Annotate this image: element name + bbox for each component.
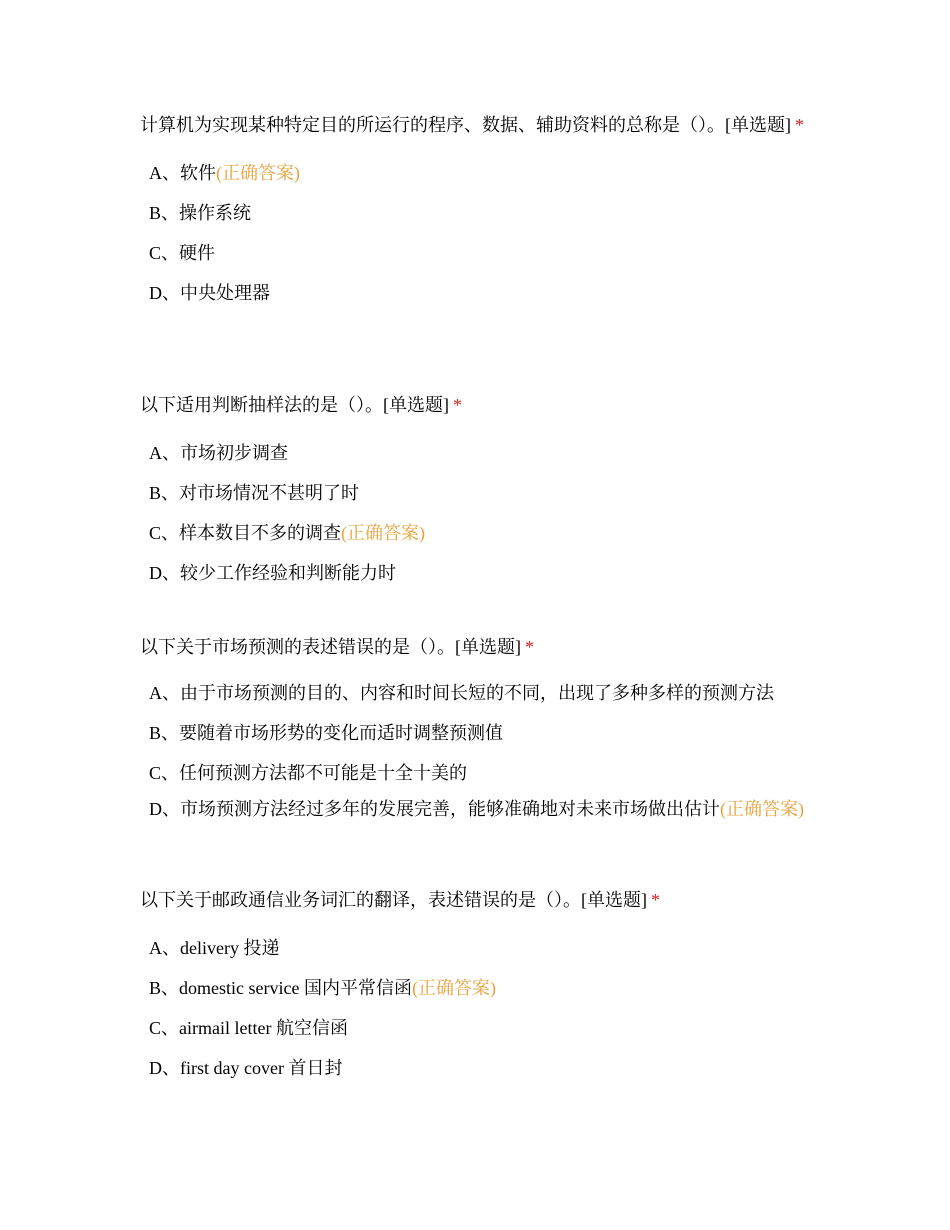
option-d[interactable]	[149, 553, 808, 593]
option-text: D、较少工作经验和判断能力时	[149, 563, 396, 583]
correct-answer-tag: (正确答案)	[216, 163, 300, 183]
correct-answer-tag: (正确答案)	[341, 523, 426, 543]
option-text: D、市场预测方法经过多年的发展完善，能够准确地对未来市场做出估计	[149, 799, 720, 819]
option-list	[140, 153, 808, 313]
option-text: A、市场初步调查	[149, 443, 288, 463]
option-text: A、软件	[149, 163, 216, 183]
option-text: A、delivery 投递	[149, 938, 280, 958]
question-2	[140, 387, 808, 593]
question-type-label: [单选题]	[725, 115, 791, 135]
option-d[interactable]	[149, 793, 808, 821]
option-text: C、airmail letter 航空信函	[149, 1018, 348, 1038]
required-star: *	[453, 395, 462, 415]
option-text: D、first day cover 首日封	[149, 1058, 343, 1078]
question-title	[140, 107, 808, 144]
option-text: C、样本数目不多的调查	[149, 523, 342, 543]
option-a[interactable]	[149, 433, 808, 473]
question-title	[140, 629, 808, 666]
question-4	[140, 882, 808, 1088]
question-title	[140, 387, 808, 424]
question-type-label: [单选题]	[455, 637, 521, 657]
option-list	[140, 928, 808, 1088]
question-text: 以下关于市场预测的表述错误的是（）。	[140, 637, 455, 657]
option-text: D、中央处理器	[149, 283, 270, 303]
required-star: *	[525, 637, 534, 657]
question-title	[140, 882, 808, 919]
option-list	[140, 673, 808, 821]
option-b[interactable]	[149, 473, 808, 513]
question-text: 计算机为实现某种特定目的所运行的程序、数据、辅助资料的总称是（）。	[140, 115, 725, 135]
option-text: B、对市场情况不甚明了时	[149, 483, 360, 503]
option-c[interactable]	[149, 233, 808, 273]
question-type-label: [单选题]	[581, 890, 647, 910]
correct-answer-tag: (正确答案)	[720, 799, 804, 819]
required-star: *	[651, 890, 660, 910]
option-c[interactable]	[149, 1008, 808, 1048]
option-a[interactable]	[149, 928, 808, 968]
option-text: B、操作系统	[149, 203, 252, 223]
correct-answer-tag: (正确答案)	[411, 978, 496, 998]
question-type-label: [单选题]	[383, 395, 449, 415]
option-c[interactable]	[149, 513, 808, 553]
question-3	[140, 629, 808, 821]
question-text: 以下关于邮政通信业务词汇的翻译，表述错误的是（）。	[140, 890, 581, 910]
option-text: A、由于市场预测的目的、内容和时间长短的不同，出现了多种多样的预测方法	[149, 683, 774, 703]
option-c[interactable]	[149, 753, 808, 793]
option-b[interactable]	[149, 713, 808, 753]
option-d[interactable]	[149, 273, 808, 313]
question-text: 以下适用判断抽样法的是（）。	[140, 395, 383, 415]
option-b[interactable]	[149, 968, 808, 1008]
option-a[interactable]	[149, 153, 808, 193]
option-d[interactable]	[149, 1048, 808, 1088]
question-1	[140, 107, 808, 313]
option-b[interactable]	[149, 193, 808, 233]
option-text: C、硬件	[149, 243, 216, 263]
option-text: C、任何预测方法都不可能是十全十美的	[149, 763, 468, 783]
option-text: B、domestic service 国内平常信函	[149, 978, 412, 998]
required-star: *	[795, 115, 804, 135]
option-text: B、要随着市场形势的变化而适时调整预测值	[149, 723, 504, 743]
option-a[interactable]	[149, 673, 808, 713]
option-list	[140, 433, 808, 593]
